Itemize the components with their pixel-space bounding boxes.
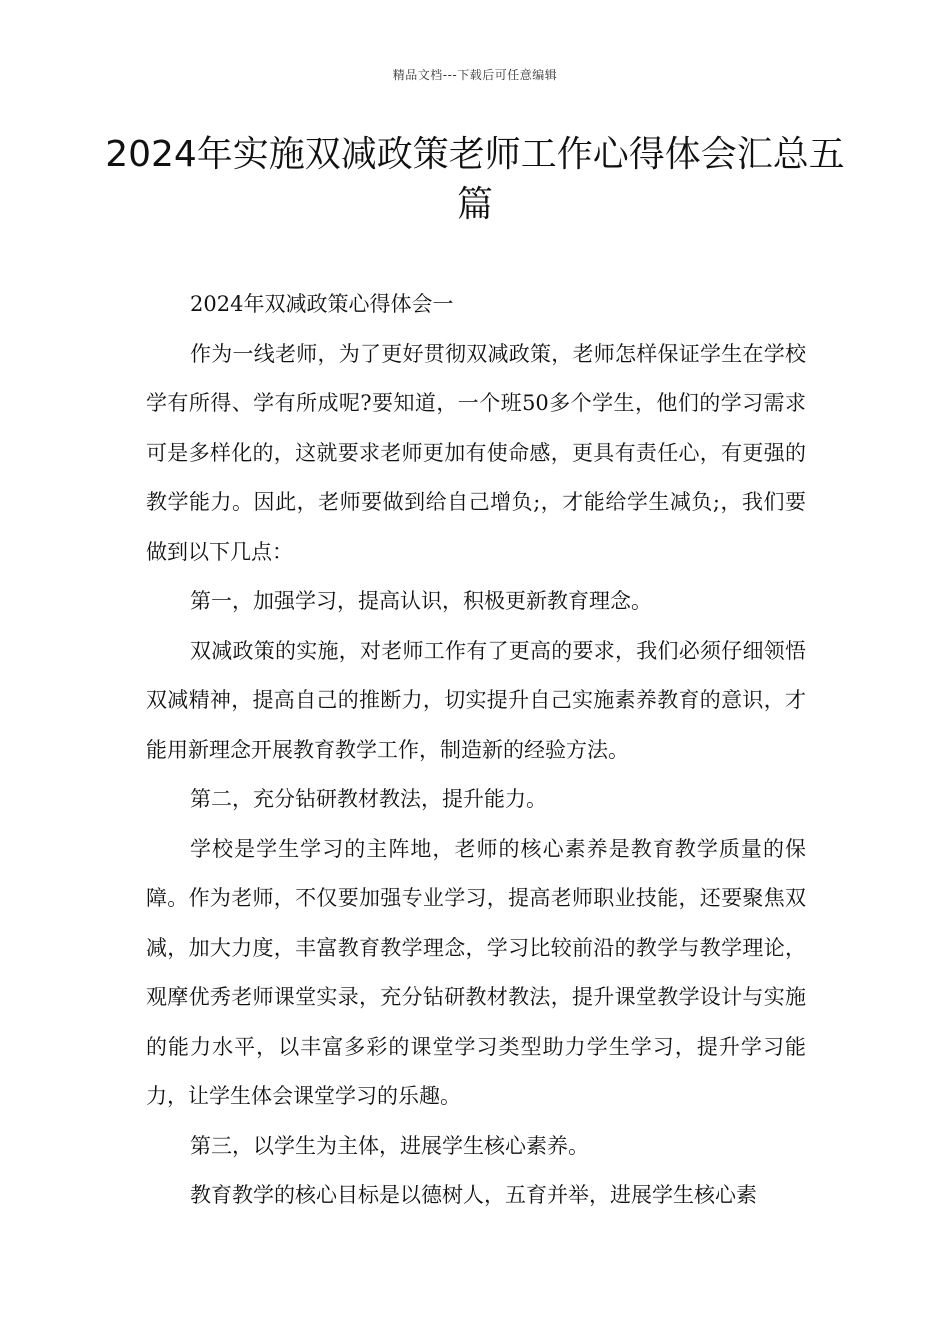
paragraph: 作为一线老师，为了更好贯彻双减政策，老师怎样保证学生在学校学有所得、学有所成呢?要知道，一个班50多个学生，他们的学习需求可是多样化的，这就要求老师更加有使命感，更具有责任心，有更强的教学能力。因此，老师要做到给自己增负;，才能给学生减负;，我们要做到以下几点： xyxy=(146,341,806,564)
paragraph: 学校是学生学习的主阵地，老师的核心素养是教育教学质量的保障。作为老师，不仅要加强专业学习，提高老师职业技能，还要聚焦双减，加大力度，丰富教育教学理念，学习比较前沿的教学与教学理论，观摩优秀老师课堂实录，充分钻研教材教法，提升课堂教学设计与实施的能力水平，以丰富多彩的课堂学习类型助力学生学习，提升学习能力，让学生体会课堂学习的乐趣。 xyxy=(146,836,806,1108)
point-heading: 第三，以学生为主体，进展学生核心素养。 xyxy=(190,1133,589,1158)
paragraph: 教育教学的核心目标是以德树人，五育并举，进展学生核心素 xyxy=(190,1183,757,1207)
paragraph: 双减政策的实施，对老师工作有了更高的要求，我们必须仔细领悟双减精神，提高自己的推断力，切实提升自己实施素养教育的意识，才能用新理念开展教育教学工作，制造新的经验方法。 xyxy=(146,638,806,762)
point-heading: 第二，充分钻研教材教法，提升能力。 xyxy=(190,787,547,811)
document-body xyxy=(146,280,806,1221)
section-heading: 2024年双减政策心得体会一 xyxy=(190,292,454,316)
document-title: 2024年实施双减政策老师工作心得体会汇总五篇 xyxy=(105,134,845,225)
header-note: 精品文档---下载后可任意编辑 xyxy=(392,68,558,82)
point-heading: 第一，加强学习，提高认识，积极更新教育理念。 xyxy=(190,589,652,613)
